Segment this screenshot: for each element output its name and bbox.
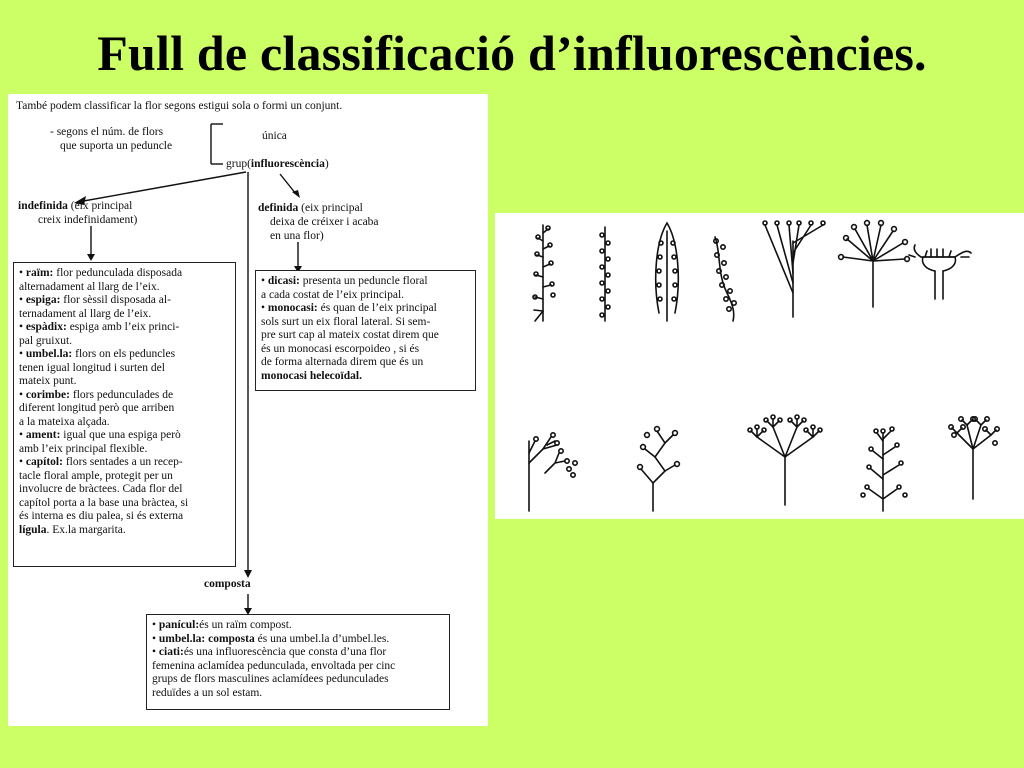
indefinite-text: mateix punt. bbox=[19, 375, 77, 387]
bullet: • bbox=[19, 429, 26, 441]
indefinite-desc: creix indefinidament) bbox=[38, 214, 138, 226]
indefinite-line bbox=[19, 294, 230, 308]
bullet: • bbox=[152, 632, 159, 645]
indefinite-text: alternadament al llarg de l’eix. bbox=[19, 280, 160, 293]
indefinite-line bbox=[19, 321, 230, 335]
composite-line bbox=[152, 673, 444, 687]
bullet: • bbox=[19, 456, 26, 468]
indefinite-line bbox=[19, 389, 230, 403]
indefinite-text: és interna es diu palea, si és externa bbox=[19, 510, 184, 522]
indefinite-line bbox=[19, 429, 230, 443]
definite-text: pre surt cap al mateix costat direm que bbox=[261, 329, 439, 341]
definite-term: monocasi helecoïdal. bbox=[261, 369, 362, 382]
helicoid-cyme-drawing bbox=[638, 427, 680, 511]
criterion-line-2: que suporta un peduncle bbox=[60, 140, 173, 152]
definite-text: a cada costat de l’eix principal. bbox=[261, 288, 405, 301]
catkin-drawing bbox=[714, 237, 736, 321]
criterion-line-1: - segons el núm. de flors bbox=[50, 126, 164, 138]
indefinite-term: umbel.la: bbox=[25, 348, 73, 360]
indefinite-term: raïm: bbox=[25, 267, 54, 279]
definite-text: sols surt un eix floral lateral. Si sem- bbox=[261, 315, 431, 328]
indefinite-line bbox=[19, 375, 230, 389]
composite-term: panícul: bbox=[158, 619, 200, 631]
definite-text: és quan de l’eix principal bbox=[317, 302, 437, 314]
indefinite-text: flors sentades a un recep- bbox=[62, 456, 183, 468]
composite-line bbox=[152, 687, 444, 701]
composite-line bbox=[152, 633, 444, 647]
indefinite-line bbox=[19, 524, 230, 538]
definite-line bbox=[261, 356, 470, 370]
bullet: • bbox=[152, 646, 159, 658]
inflorescence-illustrations bbox=[495, 213, 1024, 519]
indefinite-line bbox=[19, 281, 230, 295]
indefinite-line bbox=[19, 402, 230, 416]
definite-line bbox=[261, 275, 470, 289]
indefinite-text: igual que una espiga però bbox=[60, 429, 181, 441]
indefinite-term: capítol: bbox=[25, 456, 63, 468]
composite-line bbox=[152, 646, 444, 660]
indefinite-line bbox=[19, 267, 230, 281]
composite-line bbox=[152, 660, 444, 674]
composite-text: grups de flors masculines aclamídees pedunculades bbox=[152, 673, 389, 685]
indefinite-term: ament: bbox=[25, 429, 61, 441]
indefinite-line bbox=[19, 416, 230, 430]
option-single: única bbox=[262, 130, 287, 142]
composite-line bbox=[152, 619, 444, 633]
option-group: grup(influorescència) bbox=[226, 158, 329, 170]
compound-corymb-drawing bbox=[949, 417, 999, 499]
indefinite-types-box bbox=[13, 262, 236, 567]
bullet: • bbox=[19, 294, 26, 306]
indefinite-text: . Ex.la margarita. bbox=[46, 523, 126, 536]
definite-text: és un monocasi escorpoideo , si és bbox=[261, 342, 420, 355]
indefinite-text: pal gruixut. bbox=[19, 334, 73, 347]
corymb-drawing bbox=[763, 221, 825, 317]
definite-term: dicasi: bbox=[267, 275, 300, 287]
composite-term: ciati: bbox=[158, 646, 184, 658]
panicle-drawing bbox=[861, 427, 907, 511]
indefinite-text: tacle floral ample, protegit per un bbox=[19, 469, 173, 482]
indefinite-line bbox=[19, 483, 230, 497]
indefinite-text: involucre de bràctees. Cada flor del bbox=[19, 483, 183, 495]
indefinite-line bbox=[19, 456, 230, 470]
indefinite-text: espiga amb l’eix princi- bbox=[66, 321, 180, 333]
composite-text: és una influorescència que consta d’una flor bbox=[183, 646, 387, 658]
definite-desc-2: deixa de créixer i acaba bbox=[270, 216, 379, 228]
definite-line bbox=[261, 343, 470, 357]
indefinite-text: a la mateixa alçada. bbox=[19, 415, 110, 428]
definite-text: de forma alternada direm que és un bbox=[261, 356, 424, 368]
compound-umbel-drawing bbox=[748, 415, 822, 505]
indefinite-term: lígula bbox=[19, 523, 47, 536]
indefinite-term: espiga: bbox=[25, 294, 61, 306]
scorpioid-cyme-drawing bbox=[529, 433, 577, 511]
bullet: • bbox=[19, 348, 26, 360]
bullet: • bbox=[19, 321, 26, 333]
classification-sheet bbox=[8, 94, 488, 726]
indefinite-text: flor sèssil disposada al- bbox=[60, 294, 171, 306]
indefinite-text: diferent longitud però que arriben bbox=[19, 402, 175, 414]
indefinite-text: ternadament al llarg de l’eix. bbox=[19, 307, 152, 320]
indefinite-term: corimbe: bbox=[25, 388, 70, 401]
bullet: • bbox=[261, 275, 268, 287]
intro-text: També podem classificar la flor segons estigui sola o formi un conjunt. bbox=[16, 100, 343, 112]
composite-heading: composta bbox=[204, 578, 251, 590]
composite-text: és un raïm compost. bbox=[199, 619, 292, 631]
spadix-drawing bbox=[656, 223, 679, 321]
indefinite-text: capítol porta a la base una bràctea, si bbox=[19, 496, 189, 509]
definite-line bbox=[261, 329, 470, 343]
composite-term: umbel.la: composta bbox=[158, 632, 255, 645]
slide-title: Full de classificació d’influorescències. bbox=[97, 25, 927, 81]
spike-drawing bbox=[600, 227, 610, 321]
umbel-drawing bbox=[839, 221, 910, 307]
indefinite-term: espàdix: bbox=[25, 321, 67, 333]
definite-line bbox=[261, 370, 470, 384]
indefinite-heading: indefinida (eix principal bbox=[18, 200, 133, 212]
bullet: • bbox=[261, 302, 268, 314]
bullet: • bbox=[152, 619, 159, 631]
indefinite-line bbox=[19, 443, 230, 457]
indefinite-line bbox=[19, 335, 230, 349]
indefinite-line bbox=[19, 470, 230, 484]
definite-desc-3: en una flor) bbox=[270, 230, 324, 242]
indefinite-text: flors on els peduncles bbox=[72, 348, 176, 360]
indefinite-line bbox=[19, 362, 230, 376]
definite-term: monocasi: bbox=[267, 302, 318, 314]
composite-text: femenina aclamídea pedunculada, envoltada per cinc bbox=[152, 659, 396, 672]
indefinite-line bbox=[19, 348, 230, 362]
indefinite-text: flor pedunculada disposada bbox=[53, 267, 183, 279]
indefinite-text: amb l’eix principal flexible. bbox=[19, 442, 148, 455]
definite-line bbox=[261, 289, 470, 303]
definite-line bbox=[261, 316, 470, 330]
definite-heading: definida (eix principal bbox=[258, 202, 363, 214]
raceme-drawing bbox=[533, 225, 555, 321]
illustrations-canvas bbox=[495, 213, 1024, 519]
composite-text: és una umbel.la d’umbel.les. bbox=[254, 632, 390, 645]
capitulum-drawing bbox=[909, 245, 971, 299]
bullet: • bbox=[19, 388, 26, 401]
indefinite-text: tenen igual longitud i surten del bbox=[19, 361, 165, 374]
definite-text: presenta un peduncle floral bbox=[299, 275, 428, 287]
indefinite-line bbox=[19, 308, 230, 322]
composite-text: reduïdes a un sol estam. bbox=[152, 686, 263, 699]
definite-line bbox=[261, 302, 470, 316]
indefinite-line bbox=[19, 510, 230, 524]
indefinite-line bbox=[19, 497, 230, 511]
indefinite-text: flors pedunculades de bbox=[69, 388, 174, 401]
definite-types-box bbox=[255, 270, 476, 391]
composite-types-box bbox=[146, 614, 450, 710]
bullet: • bbox=[19, 267, 26, 279]
